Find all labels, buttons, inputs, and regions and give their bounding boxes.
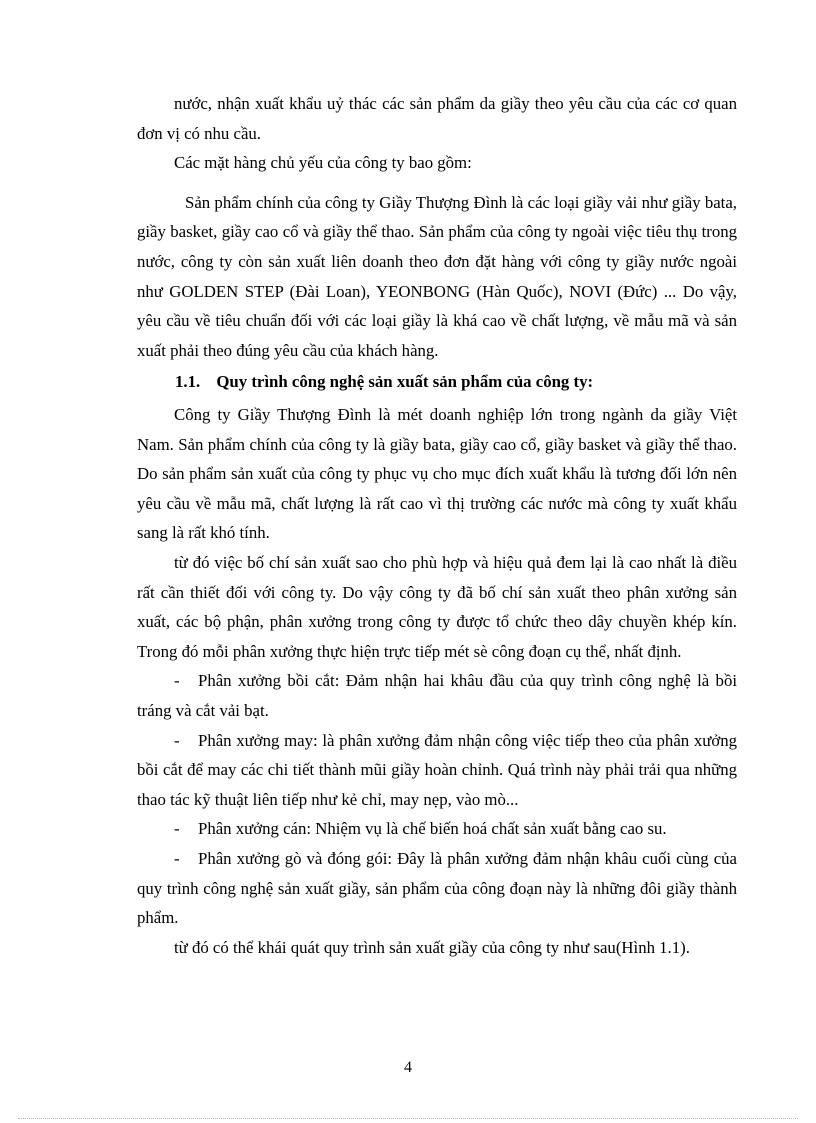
page-bottom-divider <box>18 1118 798 1119</box>
paragraph-organization: từ đó việc bố chí sản xuất sao cho phù hợp và hiệu quả đem lại là cao nhất là điều rất cần thiết đối với công ty. Do vậy công ty đã bố chí sản xuất theo phân xưởng sản xuất, các bộ phận, phân xưởng trong công ty được tổ chức theo dây chuyền khép kín. Trong đó mỗi phân xưởng thực hiện trực tiếp mét sè công đoạn cụ thể, nhất định. <box>137 552 737 661</box>
list-dash: - <box>174 848 180 868</box>
list-item <box>137 666 737 725</box>
paragraph-intro-1: nước, nhận xuất khẩu uỷ thác các sản phẩm da giầy theo yêu cầu của các cơ quan đơn vị có nhu cầu. <box>137 94 737 143</box>
paragraph-products: Sản phẩm chính của công ty Giầy Thượng Đình là các loại giầy vải như giầy bata, giầy basket, giầy cao cổ và giầy thể thao. Sản phẩm của công ty ngoài việc tiêu thụ trong nước, công ty còn sản xuất liên doanh theo đơn đặt hàng với công ty giầy nước ngoài như GOLDEN STEP (Đài Loan), YEONBONG (Hàn Quốc), NOVI (Đức) ... Do vậy, yêu cầu về tiêu chuẩn đối với các loại giầy là khá cao về chất lượng, về mẫu mã và sản xuất phải theo đúng yêu cầu của khách hàng. <box>137 192 737 360</box>
paragraph-company: Công ty Giầy Thượng Đình là mét doanh nghiệp lớn trong ngành da giầy Việt Nam. Sản phẩm chính của công ty là giầy bata, giầy cao cổ, giầy basket và giầy thể thao. Do sản phẩm sản xuất của công ty phục vụ cho mục đích xuất khẩu là tương đối lớn nên yêu cầu về mẫu mã, chất lượng là rất cao vì thị trường các nước mà công ty xuất khẩu sang là rất khó tính. <box>137 405 737 543</box>
body-block <box>137 400 737 962</box>
section-number: 1.1. <box>175 372 201 391</box>
intro-block <box>137 89 737 365</box>
list-item <box>137 726 737 815</box>
list-item-text: Phân xưởng may: là phân xưởng đảm nhận công việc tiếp theo của phân xưởng bồi cắt để may các chi tiết thành mũi giầy hoàn chỉnh. Quá trình này phải trải qua những thao tác kỹ thuật liên tiếp như kẻ chỉ, may nẹp, vào mò... <box>137 730 737 809</box>
list-item-text: Phân xưởng gò và đóng gói: Đây là phân xưởng đảm nhận khâu cuối cùng của quy trình công nghệ sản xuất giầy, sản phẩm của công đoạn này là những đôi giầy thành phẩm. <box>137 848 737 928</box>
paragraph-intro-2: Các mặt hàng chủ yếu của công ty bao gồm: <box>174 153 472 173</box>
section-heading <box>175 372 593 392</box>
list-dash: - <box>174 819 180 839</box>
paragraph-closing: từ đó có thể khái quát quy trình sản xuất giầy của công ty như sau(Hình 1.1). <box>174 937 690 957</box>
list-item <box>137 844 737 933</box>
page-number: 4 <box>404 1059 412 1076</box>
list-item-text: Phân xưởng cán: Nhiệm vụ là chế biến hoá chất sản xuất bằng cao su. <box>198 819 667 839</box>
section-title: Quy trình công nghệ sản xuất sản phẩm của công ty: <box>216 372 594 391</box>
list-dash: - <box>174 671 180 691</box>
list-item <box>137 814 737 844</box>
list-dash: - <box>174 730 180 750</box>
list-item-text: Phân xưởng bồi cắt: Đảm nhận hai khâu đầu của quy trình công nghệ là bồi tráng và cắt vải bạt. <box>137 671 737 720</box>
